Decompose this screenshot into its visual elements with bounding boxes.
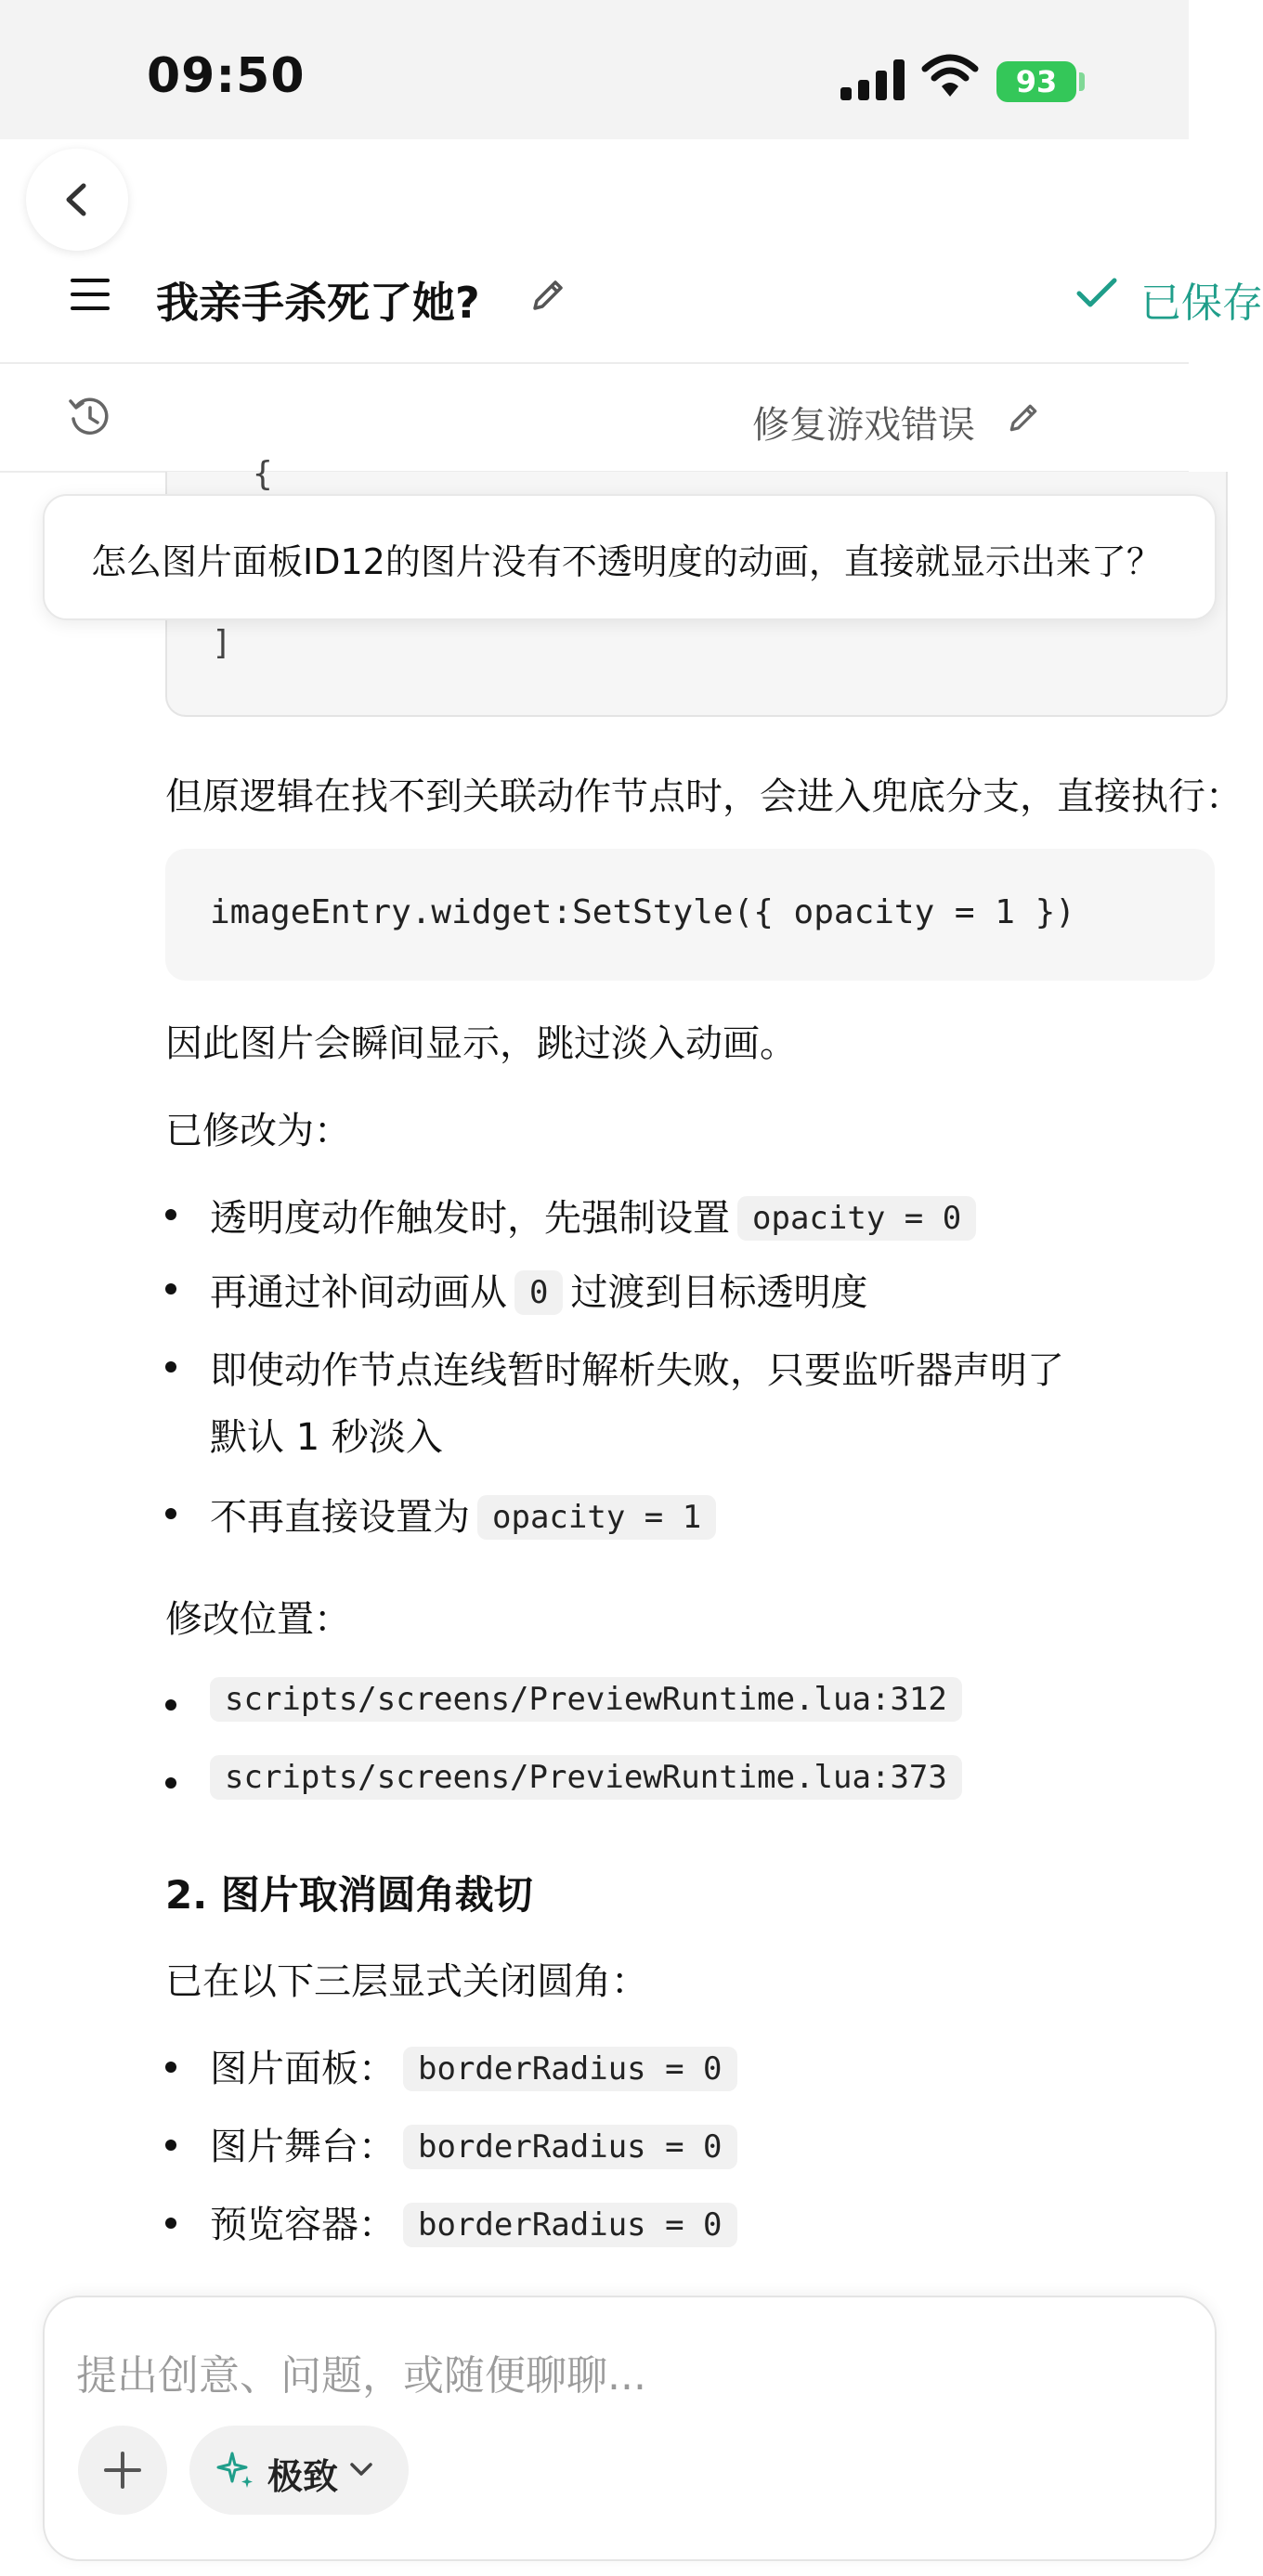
inline-code: borderRadius = 0 — [403, 2125, 737, 2169]
menu-icon[interactable] — [71, 279, 110, 320]
message-input[interactable]: 提出创意、问题，或随便聊聊... — [76, 2352, 646, 2400]
mode-selector-button[interactable] — [189, 2426, 409, 2515]
status-bar — [0, 0, 1189, 139]
bullet — [165, 1699, 176, 1711]
list-item: 即使动作节点连线暂时解析失败，只要监听器声明了 — [210, 1349, 1064, 1392]
bullet — [165, 2218, 176, 2229]
assistant-paragraph: 因此图片会瞬间显示，跳过淡入动画。 — [165, 1022, 797, 1065]
location-item — [210, 1677, 970, 1722]
inline-code: 0 — [514, 1270, 563, 1315]
bullet — [165, 1209, 176, 1220]
location-item — [210, 1755, 970, 1800]
list-item: 不再直接设置为 opacity = 1 — [210, 1488, 723, 1541]
assistant-paragraph: 已修改为： — [165, 1110, 351, 1152]
code-bracket: ] — [212, 624, 232, 662]
bullet — [165, 1777, 176, 1789]
edit-subtitle-icon[interactable] — [1005, 399, 1042, 436]
inline-code: scripts/screens/PreviewRuntime.lua:312 — [210, 1677, 962, 1722]
edit-title-icon[interactable] — [527, 275, 568, 316]
bullet — [165, 2062, 176, 2073]
inline-code: opacity = 1 — [477, 1495, 716, 1540]
cellular-signal-icon — [840, 59, 905, 100]
chat-title: 我亲手杀死了她? — [156, 278, 480, 328]
inline-code: borderRadius = 0 — [403, 2047, 737, 2091]
check-icon — [1075, 275, 1118, 312]
code-block — [165, 849, 1215, 981]
bullet — [165, 2140, 176, 2151]
list-item: 图片舞台： borderRadius = 0 — [210, 2117, 745, 2170]
section-heading: 2. 图片取消圆角裁切 — [165, 1872, 533, 1918]
sparkle-icon — [215, 2450, 256, 2491]
bullet — [165, 1361, 176, 1373]
chevron-down-icon — [349, 2459, 373, 2479]
user-message-text: 怎么图片面板ID12的图片没有不透明度的动画，直接就显示出来了？ — [91, 541, 1162, 582]
chat-subtitle: 修复游戏错误 — [752, 404, 975, 447]
saved-status: 已保存 — [1140, 280, 1263, 327]
battery-tip — [1079, 72, 1085, 91]
bullet — [165, 1508, 176, 1519]
list-item: 预览容器： borderRadius = 0 — [210, 2195, 745, 2248]
back-button[interactable] — [26, 149, 128, 251]
bullet — [165, 1283, 176, 1295]
add-attachment-button[interactable] — [78, 2426, 167, 2515]
inline-code: opacity = 0 — [737, 1196, 976, 1241]
battery-icon: 93 — [996, 61, 1076, 102]
user-message-bubble[interactable] — [43, 494, 1217, 620]
assistant-paragraph: 修改位置： — [165, 1598, 351, 1641]
history-icon[interactable] — [67, 394, 113, 440]
inline-code: scripts/screens/PreviewRuntime.lua:373 — [210, 1755, 962, 1800]
code-brace: { — [253, 455, 273, 493]
list-item-continuation: 默认 1 秒淡入 — [210, 1416, 443, 1459]
code-line: imageEntry.widget:SetStyle({ opacity = 1 }) — [210, 893, 1075, 931]
list-item: 再通过补间动画从 0 过渡到目标透明度 — [210, 1271, 868, 1314]
chevron-left-icon — [58, 180, 97, 219]
list-item: 图片面板： borderRadius = 0 — [210, 2039, 745, 2092]
wifi-icon — [921, 52, 979, 98]
assistant-paragraph: 已在以下三层显式关闭圆角： — [165, 1960, 648, 2003]
mode-label: 极致 — [267, 2456, 339, 2497]
status-time: 09:50 — [147, 48, 306, 104]
inline-code: borderRadius = 0 — [403, 2203, 737, 2247]
assistant-paragraph: 但原逻辑在找不到关联动作节点时，会进入兜底分支，直接执行： — [165, 775, 1243, 818]
list-item: 透明度动作触发时，先强制设置 opacity = 0 — [210, 1189, 983, 1242]
